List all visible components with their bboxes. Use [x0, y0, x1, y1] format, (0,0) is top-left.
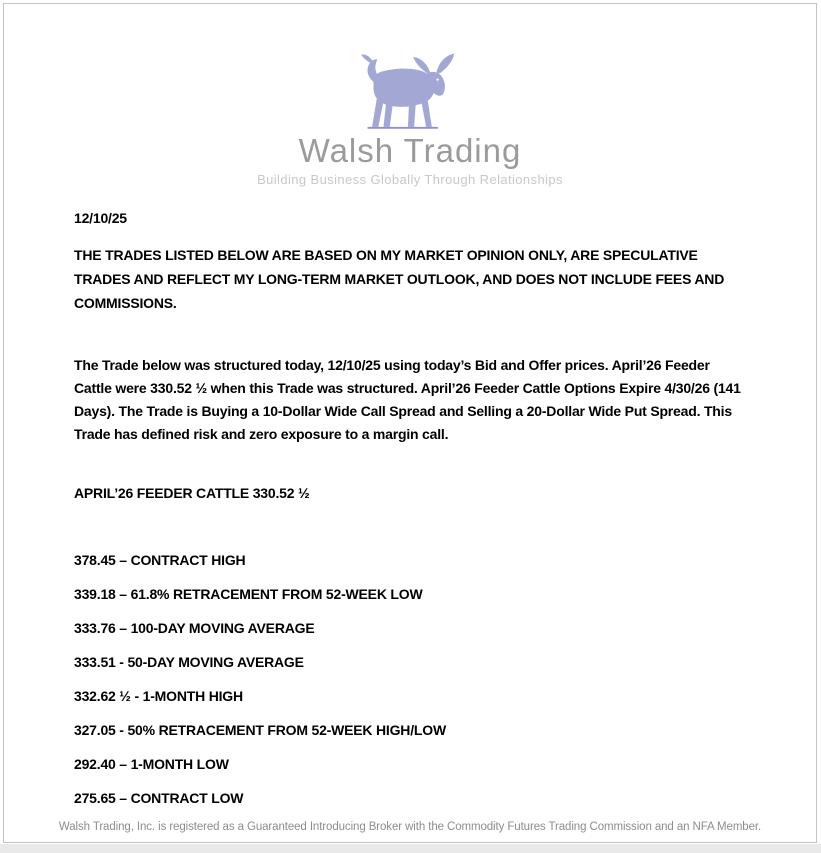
brand-name: Walsh Trading [298, 132, 522, 169]
document-body [4, 210, 816, 806]
page-gap-strip [0, 844, 821, 853]
price-level-50pct-retracement: 327.05 - 50% RETRACEMENT FROM 52-WEEK HIGH/LOW [74, 722, 446, 739]
price-level-1-month-high: 332.62 ½ - 1-MONTH HIGH [74, 688, 243, 705]
walsh-trading-logo [4, 4, 816, 187]
bull-logo-icon [358, 50, 462, 130]
bull-eye [436, 78, 438, 80]
price-level-1-month-low: 292.40 – 1-MONTH LOW [74, 756, 229, 773]
report-date: 12/10/25 [74, 210, 127, 227]
disclaimer-text: THE TRADES LISTED BELOW ARE BASED ON MY MARKET OPINION ONLY, ARE SPECULATIVE TRADES AND REFLECT MY LONG-TERM MARKET OUTLOOK, AND DOES NOT INCLUDE FEES AND COMMISSIONS. [74, 247, 725, 312]
price-level-50-day-ma: 333.51 - 50-DAY MOVING AVERAGE [74, 654, 304, 671]
contract-header: APRIL’26 FEEDER CATTLE 330.52 ½ [74, 485, 310, 502]
trade-description: The Trade below was structured today, 12/10/25 using today’s Bid and Offer prices. April’26 Feeder Cattle were 330.52 ½ when this Trade was structured. April’26 Feeder Cattle Options Expire 4/30/26 (141 Days). The Trade is Buying a 10-Dollar Wide Call Spread and Selling a 20-Dollar Wide Put Spread. This Trade has defined risk and zero exposure to a margin call. [74, 357, 741, 443]
footer-disclosure: Walsh Trading, Inc. is registered as a Guaranteed Introducing Broker with the Commodity Futures Trading Commission and an NFA Member. [58, 821, 762, 833]
price-level-contract-high: 378.45 – CONTRACT HIGH [74, 552, 246, 569]
price-level-contract-low: 275.65 – CONTRACT LOW [74, 790, 244, 807]
price-level-100-day-ma: 333.76 – 100-DAY MOVING AVERAGE [74, 620, 315, 637]
price-level-list [74, 552, 746, 806]
brand-tagline: Building Business Globally Through Relationships [257, 172, 563, 188]
price-level-618-retracement: 339.18 – 61.8% RETRACEMENT FROM 52-WEEK LOW [74, 586, 423, 603]
ground-line [367, 127, 438, 129]
document-page [3, 3, 817, 843]
